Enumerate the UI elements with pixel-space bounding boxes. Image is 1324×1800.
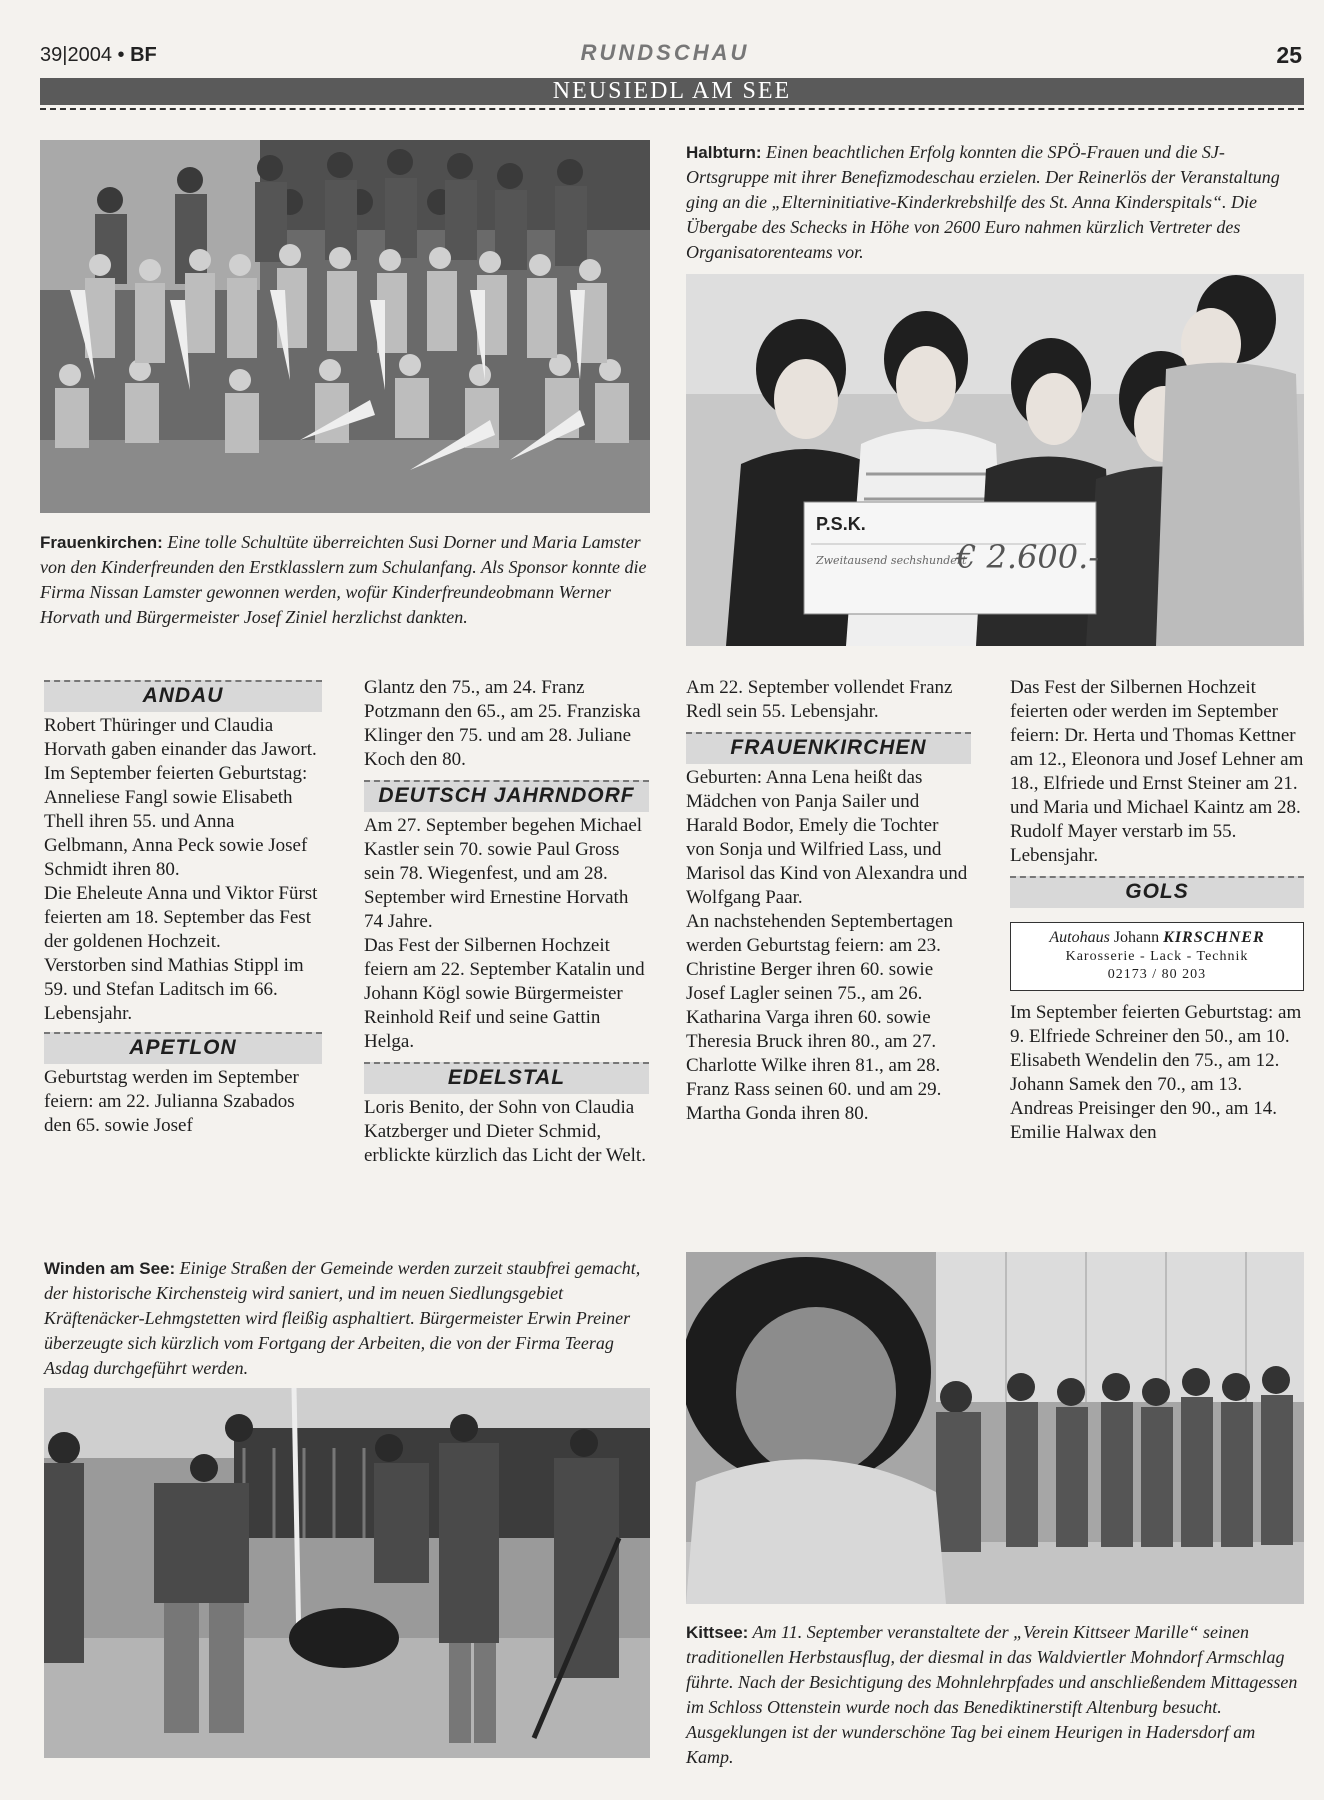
andau-para: Verstorben sind Mathias Stippl im 59. und Stefan Laditsch im 66. Lebensjahr. <box>44 955 304 1024</box>
photo-school-children <box>40 140 650 513</box>
apetlon-para: Geburtstag werden im September feiern: am 22. Julianna Szabados den 65. sowie Josef <box>44 1067 299 1136</box>
section-apetlon: APETLON <box>44 1032 322 1064</box>
check-amount-words: Zweitausend sechshundert <box>816 554 967 567</box>
photo-road-works <box>44 1388 650 1758</box>
advertisement-autohaus: Autohaus Johann KIRSCHNER Karosserie - Lack - Technik 02173 / 80 203 <box>1010 922 1304 991</box>
photo-kittsee-excursion <box>686 1252 1304 1604</box>
deutsch-para: Das Fest der Silbernen Hochzeit feiern am 22. September Katalin und Johann Kögl sowie Bürgermeister Reinhold Reif und seine Gattin Helga. <box>364 935 645 1052</box>
issue-info: 39|2004 • BF <box>40 44 157 66</box>
caption-halbturn: Halbturn: Einen beachtlichen Erfolg konnten die SPÖ-Frauen und die SJ-Ortsgruppe mit ihrer Benefizmodeschau erzielen. Der Reinerlös der Veranstaltung ging an die „Elterninitiative-Kinderkrebshilfe des St. Anna Kinderspitals“. Die Übergabe des Schecks in Höhe von 2600 Euro nahmen kürzlich Vertreter des Organisatorenteams vor. <box>686 142 1280 262</box>
section-title: RUNDSCHAU <box>580 40 750 65</box>
section-andau: ANDAU <box>44 680 322 712</box>
section-edelstal: EDELSTAL <box>364 1062 649 1094</box>
andau-continued: Glantz den 75., am 24. Franz Potzmann den 65., am 25. Franziska Klinger den 75. und am 28. Juliane Koch den 80. <box>364 677 641 770</box>
edelstal-continued: Am 22. September vollendet Franz Redl sein 55. Lebensjahr. <box>686 677 953 722</box>
column-1 <box>44 676 322 1138</box>
column-4 <box>1010 676 1304 1145</box>
caption-kittsee: Kittsee: Am 11. September veranstaltete der „Verein Kittseer Marille“ seinen traditionellen Herbstausflug, der diesmal in das Waldviertler Mohndorf Armschlag führte. Nach der Besichtigung des Mohnlehrpfades und anschließendem Mittagessen im Schloss Ottenstein wurde noch das Benediktinerstift Altenburg besucht. Ausgeklungen ist der wunderschöne Tag bei einem Heurigen in Hadersdorf am Kamp. <box>686 1622 1298 1767</box>
gols-para: Im September feierten Geburtstag: am 9. Elfriede Schreiner den 50., am 10. Elisabeth Wendelin den 75., am 12. Johann Samek den 70., am 13. Andreas Preisinger den 90., am 14. Emilie Halwax den <box>1010 1002 1302 1143</box>
andau-para: Die Eheleute Anna und Viktor Fürst feierten am 18. September das Fest der goldenen Hochzeit. <box>44 883 318 952</box>
deutsch-para: Am 27. September begehen Michael Kastler sein 70. sowie Paul Gross sein 78. Wiegenfest, und am 28. September wird Ernestine Horvath 74 Jahre. <box>364 815 643 932</box>
caption-winden-am-see: Winden am See: Einige Straßen der Gemeinde werden zurzeit staubfrei gemacht, der historische Kirchensteig wird saniert, und im neuen Siedlungsgebiet Kräftenäcker-Lehmgstetten wird fleißig asphaltiert. Bürgermeister Erwin Preiner überzeugte sich kürzlich vom Fortgang der Arbeiten, die von der Firma Teerag Asdag durchgeführt werden. <box>44 1258 641 1378</box>
section-deutsch-jahrndorf: DEUTSCH JAHRNDORF <box>364 780 649 812</box>
caption-frauenkirchen: Frauenkirchen: Eine tolle Schultüte überreichten Susi Dorner und Maria Lamster von den Kinderfreunden den Erstklasslern zum Schulanfang. Als Sponsor konnte die Firma Nissan Lamster gewonnen werden, wofür Kinderfreundeobmann Werner Horvath und Bürgermeister Josef Ziniel herzlichst dankten. <box>40 532 647 627</box>
region-banner: NEUSIEDL AM SEE <box>40 78 1304 105</box>
header-divider <box>40 108 1304 110</box>
andau-para: Robert Thüringer und Claudia Horvath gaben einander das Jawort. <box>44 715 317 760</box>
frauenkirchen-continued: Rudolf Mayer verstarb im 55. Lebensjahr. <box>1010 821 1237 866</box>
check-bank: P.S.K. <box>816 514 866 534</box>
column-2 <box>364 676 649 1168</box>
photo-check-handover <box>686 274 1304 646</box>
frauenkirchen-continued: Das Fest der Silbernen Hochzeit feierten oder werden im September feiern: Dr. Herta und Thomas Kettner am 12., Eleonora und Josef Lehner am 18., Elfriede und Ernst Steiner am 21. und Maria und Michael Kaintz am 28. <box>1010 677 1304 818</box>
page-number: 25 <box>1276 42 1302 68</box>
column-3 <box>686 676 971 1126</box>
frauenkirchen-para: An nachstehenden Septembertagen werden Geburtstag feiern: am 23. Christine Berger ihren 60. sowie Josef Lagler seinen 75., am 26. Katharina Varga ihren 60. sowie Theresia Bruck ihren 80., am 27. Charlotte Wilke ihren 81., am 28. Franz Rass seinen 60. und am 29. Martha Gonda ihren 80. <box>686 911 953 1124</box>
check-amount: € 2.600.- <box>956 538 1100 576</box>
section-gols: GOLS <box>1010 876 1304 908</box>
andau-para: Im September feierten Geburtstag: Anneliese Fangl sowie Elisabeth Thell ihren 55. und Anna Gelbmann, Anna Peck sowie Josef Schmidt ihren 80. <box>44 763 308 880</box>
frauenkirchen-para: Geburten: Anna Lena heißt das Mädchen von Panja Sailer und Harald Bodor, Emely die Tochter von Sonja und Wilfried Lass, und Marisol das Kind von Alexandra und Wolfgang Paar. <box>686 767 968 908</box>
section-frauenkirchen: FRAUENKIRCHEN <box>686 732 971 764</box>
edelstal-para: Loris Benito, der Sohn von Claudia Katzberger und Dieter Schmid, erblickte kürzlich das Licht der Welt. <box>364 1097 646 1166</box>
